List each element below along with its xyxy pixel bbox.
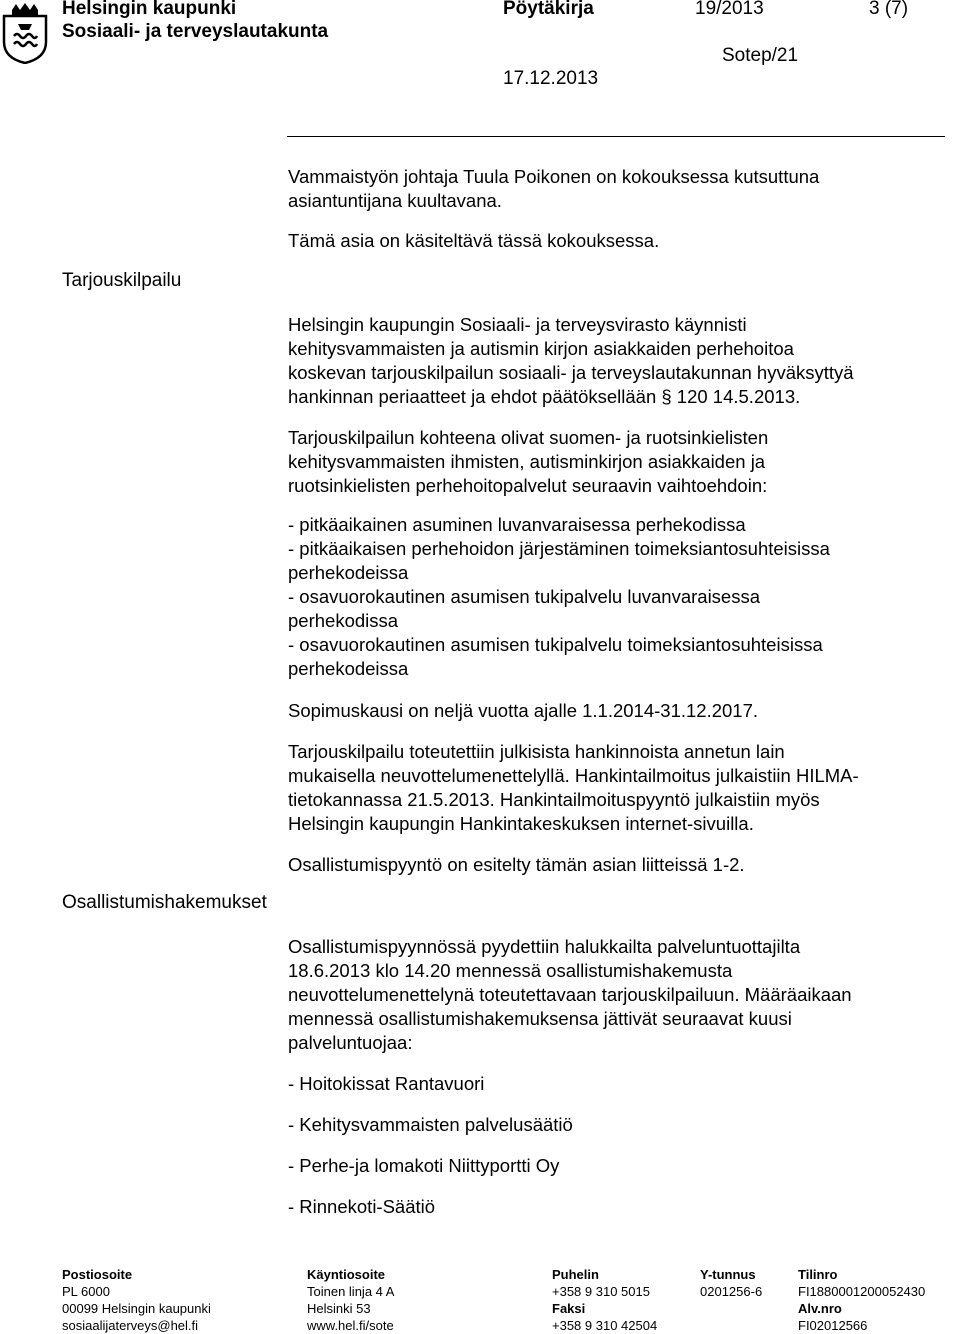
text-line: kehitysvammaisten ihmisten, autisminkirjon asiakkaiden ja xyxy=(288,451,766,472)
paragraph-procedure xyxy=(288,740,948,836)
text-line: Tarjouskilpailun kohteena olivat suomen- ja ruotsinkielisten xyxy=(288,427,769,448)
footer-value: www.hel.fi/sote xyxy=(307,1318,394,1333)
meeting-date: 17.12.2013 xyxy=(503,68,599,89)
text-line: ruotsinkielisten perhehoitopalvelut seuraavin vaihtoehdoin: xyxy=(288,475,768,496)
footer-label: Postiosoite xyxy=(62,1267,133,1282)
text-line: Osallistumispyyntö on esitelty tämän asian liitteissä 1-2. xyxy=(288,854,745,875)
list-item: - osavuorokautinen asumisen tukipalvelu luvanvaraisessa xyxy=(288,586,761,607)
text-line: Helsingin kaupungin Sosiaali- ja terveysvirasto käynnisti xyxy=(288,314,747,335)
footer-phone-fax xyxy=(552,1266,657,1334)
paragraph-tender-subject xyxy=(288,426,948,498)
text-line: Vammaistyön johtaja Tuula Poikonen on kokouksessa kutsuttuna xyxy=(288,166,820,187)
paragraph-contract-period xyxy=(288,699,948,723)
text-line: Sopimuskausi on neljä vuotta ajalle 1.1.2014-31.12.2017. xyxy=(288,700,759,721)
text-line: kehitysvammaisten ja autismin kirjon asiakkaiden perhehoitoa xyxy=(288,338,794,359)
provider-list xyxy=(288,1072,948,1219)
text-line: Tämä asia on käsiteltävä tässä kokouksessa. xyxy=(288,230,660,251)
paragraph-attachments xyxy=(288,853,948,877)
footer-value: +358 9 310 5015 xyxy=(552,1284,650,1299)
footer-bank-vat xyxy=(798,1266,925,1334)
text-line: palveluntuojaa: xyxy=(288,1032,413,1053)
text-line: tietokannassa 21.5.2013. Hankintailmoituspyyntö julkaistiin myös xyxy=(288,789,820,810)
list-item: perhekodissa xyxy=(288,610,399,631)
footer-business-id xyxy=(700,1266,762,1300)
provider-item: - Hoitokissat Rantavuori xyxy=(288,1073,485,1094)
text-line: 18.6.2013 klo 14.20 mennessä osallistumishakemusta xyxy=(288,960,733,981)
helsinki-crest-logo xyxy=(2,2,48,64)
provider-item: - Kehitysvammaisten palvelusäätiö xyxy=(288,1114,573,1135)
list-item: perhekodeissa xyxy=(288,562,409,583)
board-name: Sosiaali- ja terveyslautakunta xyxy=(62,21,329,42)
text-line: koskevan tarjouskilpailun sosiaali- ja terveyslautakunnan hyväksyttyä xyxy=(288,362,854,383)
list-item: - osavuorokautinen asumisen tukipalvelu toimeksiantosuhteisissa xyxy=(288,634,823,655)
header-divider xyxy=(287,136,945,137)
text-line: Osallistumispyynnössä pyydettiin halukkailta palveluntuottajilta xyxy=(288,936,801,957)
footer-label: Puhelin xyxy=(552,1267,599,1282)
paragraph-handling xyxy=(288,229,948,253)
text-line: neuvottelumenettelynä toteutettavaan tarjouskilpailuun. Määräaikaan xyxy=(288,984,852,1005)
text-line: mennessä osallistumishakemuksensa jättivät seuraavat kuusi xyxy=(288,1008,792,1029)
list-item: - pitkäaikaisen perhehoidon järjestäminen toimeksiantosuhteisissa xyxy=(288,538,830,559)
page-number: 3 (7) xyxy=(869,0,909,19)
text-line: Tarjouskilpailu toteutettiin julkisista hankinnoista annetun lain xyxy=(288,741,785,762)
document-type: Pöytäkirja xyxy=(503,0,594,19)
provider-item: - Perhe-ja lomakoti Niittyportti Oy xyxy=(288,1155,560,1176)
text-line: hankinnan periaatteet ja ehdot päätöksellään § 120 14.5.2013. xyxy=(288,386,801,407)
side-heading-osallistumishakemukset: Osallistumishakemukset xyxy=(62,892,267,913)
footer-value: 00099 Helsingin kaupunki xyxy=(62,1301,211,1316)
text-line: asiantuntijana kuultavana. xyxy=(288,190,502,211)
footer-value: Helsinki 53 xyxy=(307,1301,371,1316)
footer-label: Tilinro xyxy=(798,1267,838,1282)
footer-label: Faksi xyxy=(552,1301,586,1316)
paragraph-expert xyxy=(288,165,948,213)
footer-label: Y-tunnus xyxy=(700,1267,756,1282)
footer-value: Toinen linja 4 A xyxy=(307,1284,395,1299)
footer-value: +358 9 310 42504 xyxy=(552,1318,658,1333)
list-item: perhekodeissa xyxy=(288,658,409,679)
reference-code: Sotep/21 xyxy=(722,45,799,66)
footer-value: FI02012566 xyxy=(798,1318,868,1333)
footer-value: FI1880001200052430 xyxy=(798,1284,926,1299)
org-name: Helsingin kaupunki xyxy=(62,0,237,19)
footer-label: Alv.nro xyxy=(798,1301,842,1316)
side-heading-tarjouskilpailu: Tarjouskilpailu xyxy=(62,270,182,291)
footer-label: Käyntiosoite xyxy=(307,1267,386,1282)
footer-postal-address xyxy=(62,1266,211,1334)
footer-value: sosiaalijaterveys@hel.fi xyxy=(62,1318,199,1333)
paragraph-tender-start xyxy=(288,313,948,409)
footer-value: PL 6000 xyxy=(62,1284,110,1299)
paragraph-applications xyxy=(288,935,948,1055)
document-number: 19/2013 xyxy=(695,0,764,19)
list-service-options xyxy=(288,513,948,681)
footer-value: 0201256-6 xyxy=(700,1284,763,1299)
provider-item: - Rinnekoti-Säätiö xyxy=(288,1196,436,1217)
footer-visiting-address xyxy=(307,1266,394,1334)
text-line: mukaisella neuvottelumenettelyllä. Hankintailmoitus julkaistiin HILMA- xyxy=(288,765,859,786)
text-line: Helsingin kaupungin Hankintakeskuksen internet-sivuilla. xyxy=(288,813,754,834)
list-item: - pitkäaikainen asuminen luvanvaraisessa perhekodissa xyxy=(288,514,746,535)
